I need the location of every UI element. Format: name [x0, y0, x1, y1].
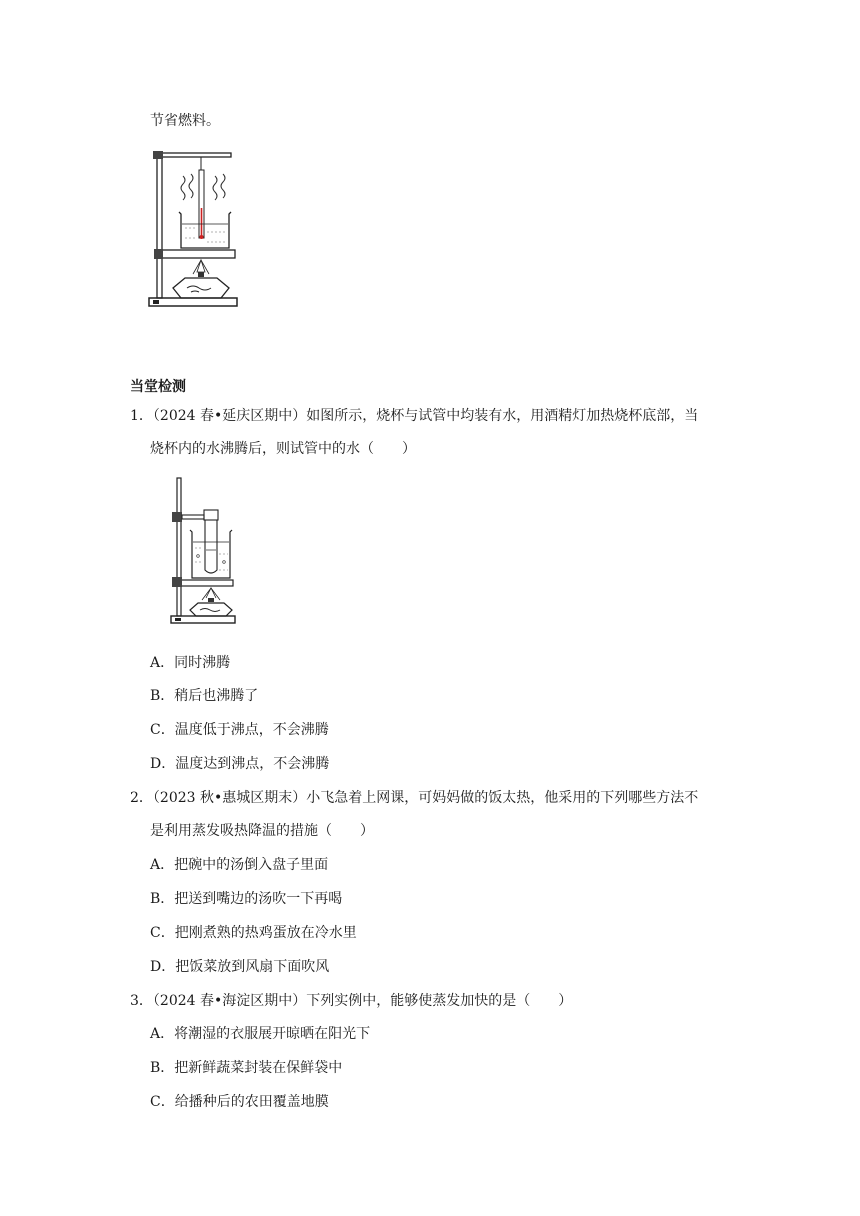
question-1-option-b: B．稍后也沸腾了 — [150, 688, 259, 704]
question-2-option-a: A．把碗中的汤倒入盘子里面 — [150, 857, 329, 873]
figure-test-tube-in-beaker — [166, 476, 238, 630]
question-2-option-b: B．把送到嘴边的汤吹一下再喝 — [150, 891, 343, 907]
question-3-option-c: C．给播种后的农田覆盖地膜 — [150, 1094, 329, 1110]
question-2-line-2: 是利用蒸发吸热降温的措施（ ） — [150, 823, 374, 839]
figure-thermometer-apparatus — [145, 148, 245, 314]
question-1-number: 1． — [130, 408, 153, 424]
question-1-option-d: D．温度达到沸点，不会沸腾 — [150, 756, 330, 772]
question-3-text-1: （2024 春•海淀区期中）下列实例中，能够使蒸发加快的是（ ） — [152, 993, 573, 1009]
question-1-text-1: （2024 春•延庆区期中）如图所示，烧杯与试管中均装有水，用酒精灯加热烧杯底部，当 — [152, 408, 699, 424]
question-2-option-d: D．把饭菜放到风扇下面吹风 — [150, 959, 330, 975]
question-2-line-1 — [130, 789, 698, 807]
question-2-number: 2． — [130, 790, 153, 806]
question-1-line-2: 烧杯内的水沸腾后，则试管中的水（ ） — [150, 441, 416, 457]
question-3-line-1 — [130, 992, 572, 1010]
question-2-option-c: C．把刚煮熟的热鸡蛋放在冷水里 — [150, 925, 357, 941]
question-3-option-b: B．把新鲜蔬菜封装在保鲜袋中 — [150, 1060, 343, 1076]
question-1-line-1 — [130, 407, 698, 425]
question-1-option-c: C．温度低于沸点，不会沸腾 — [150, 722, 329, 738]
question-3-option-a: A．将潮湿的衣服展开晾晒在阳光下 — [150, 1026, 371, 1042]
question-1-option-a: A．同时沸腾 — [150, 655, 231, 671]
question-3-number: 3． — [130, 993, 153, 1009]
intro-text: 节省燃料。 — [150, 113, 220, 129]
question-2-text-1: （2023 秋•惠城区期末）小飞急着上网课，可妈妈做的饭太热，他采用的下列哪些方法不 — [152, 790, 699, 806]
section-title: 当堂检测 — [130, 379, 186, 395]
